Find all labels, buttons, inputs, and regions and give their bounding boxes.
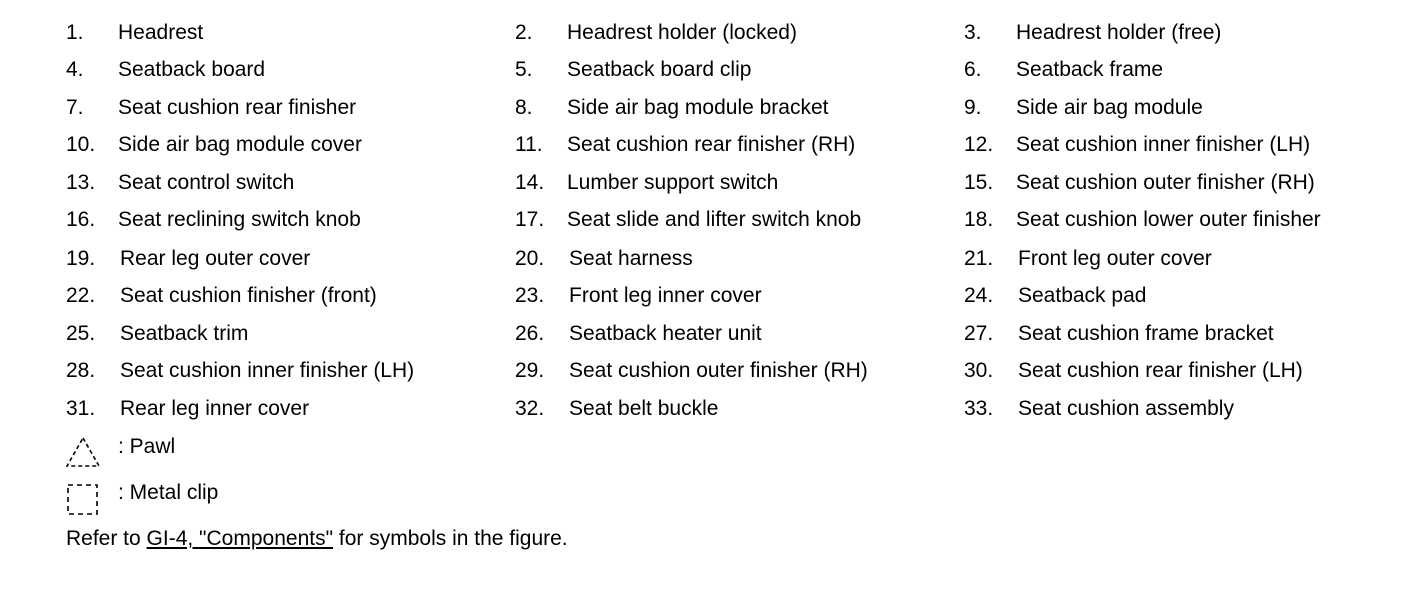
item-label: Seat cushion rear finisher <box>118 96 357 119</box>
item-number: 24. <box>964 284 994 307</box>
item-number: 19. <box>66 247 96 270</box>
item-label: Side air bag module bracket <box>567 96 829 119</box>
item-label: Front leg inner cover <box>569 284 762 307</box>
item-label: Seatback frame <box>1016 58 1164 81</box>
item-label: Headrest holder (locked) <box>567 21 797 44</box>
item-label: Seatback pad <box>1018 284 1147 307</box>
metal-clip-label: : Metal clip <box>118 481 219 504</box>
item-label: Headrest <box>118 21 204 44</box>
item-number: 10. <box>66 133 96 156</box>
item-label: Seatback heater unit <box>569 322 762 345</box>
item-label: Seatback board <box>118 58 266 81</box>
item-number: 15. <box>964 171 994 194</box>
item-number: 6. <box>964 58 982 81</box>
item-number: 1. <box>66 21 84 44</box>
refer-prefix: Refer to <box>66 527 147 550</box>
item-number: 16. <box>66 208 96 231</box>
item-number: 3. <box>964 21 982 44</box>
item-number: 25. <box>66 322 96 345</box>
symbol-metal-clip <box>66 481 286 517</box>
item-label: Lumber support switch <box>567 171 779 194</box>
item-label: Seatback board clip <box>567 58 752 81</box>
item-label: Seat cushion rear finisher (RH) <box>567 133 856 156</box>
item-number: 13. <box>66 171 96 194</box>
pawl-label: : Pawl <box>118 435 176 458</box>
item-number: 28. <box>66 359 96 382</box>
dashed-triangle-icon <box>66 435 102 469</box>
symbol-pawl <box>66 435 266 471</box>
item-label: Headrest holder (free) <box>1016 21 1222 44</box>
item-label: Seat control switch <box>118 171 295 194</box>
item-label: Side air bag module <box>1016 96 1203 119</box>
item-number: 29. <box>515 359 545 382</box>
item-label: Seat belt buckle <box>569 397 719 420</box>
item-number: 4. <box>66 58 84 81</box>
item-number: 11. <box>515 133 543 156</box>
refer-suffix: for symbols in the figure. <box>333 527 568 550</box>
item-number: 21. <box>964 247 994 270</box>
item-number: 9. <box>964 96 982 119</box>
item-number: 31. <box>66 397 96 420</box>
item-number: 23. <box>515 284 545 307</box>
item-label: Seat cushion finisher (front) <box>120 284 377 307</box>
item-number: 2. <box>515 21 533 44</box>
item-label: Seat cushion inner finisher (LH) <box>120 359 415 382</box>
item-label: Side air bag module cover <box>118 133 362 156</box>
item-label: Seatback trim <box>120 322 249 345</box>
item-label: Seat harness <box>569 247 693 270</box>
item-label: Front leg outer cover <box>1018 247 1212 270</box>
item-number: 12. <box>964 133 994 156</box>
item-number: 8. <box>515 96 533 119</box>
item-label: Rear leg inner cover <box>120 397 310 420</box>
dashed-square-icon <box>66 481 102 517</box>
item-number: 32. <box>515 397 545 420</box>
item-number: 20. <box>515 247 545 270</box>
item-label: Seat cushion outer finisher (RH) <box>569 359 868 382</box>
item-number: 17. <box>515 208 545 231</box>
item-number: 22. <box>66 284 96 307</box>
item-number: 5. <box>515 58 533 81</box>
item-label: Seat slide and lifter switch knob <box>567 208 862 231</box>
item-label: Seat cushion assembly <box>1018 397 1234 420</box>
item-number: 27. <box>964 322 994 345</box>
refer-note <box>66 527 568 551</box>
item-label: Seat cushion outer finisher (RH) <box>1016 171 1315 194</box>
item-label: Seat cushion frame bracket <box>1018 322 1274 345</box>
item-label: Rear leg outer cover <box>120 247 311 270</box>
item-number: 30. <box>964 359 994 382</box>
item-number: 14. <box>515 171 545 194</box>
item-label: Seat reclining switch knob <box>118 208 361 231</box>
item-number: 26. <box>515 322 545 345</box>
item-label: Seat cushion inner finisher (LH) <box>1016 133 1311 156</box>
item-label: Seat cushion lower outer finisher <box>1016 208 1321 231</box>
components-link[interactable]: GI-4, "Components" <box>146 527 334 550</box>
item-number: 18. <box>964 208 994 231</box>
item-number: 33. <box>964 397 994 420</box>
item-label: Seat cushion rear finisher (LH) <box>1018 359 1303 382</box>
item-number: 7. <box>66 96 84 119</box>
